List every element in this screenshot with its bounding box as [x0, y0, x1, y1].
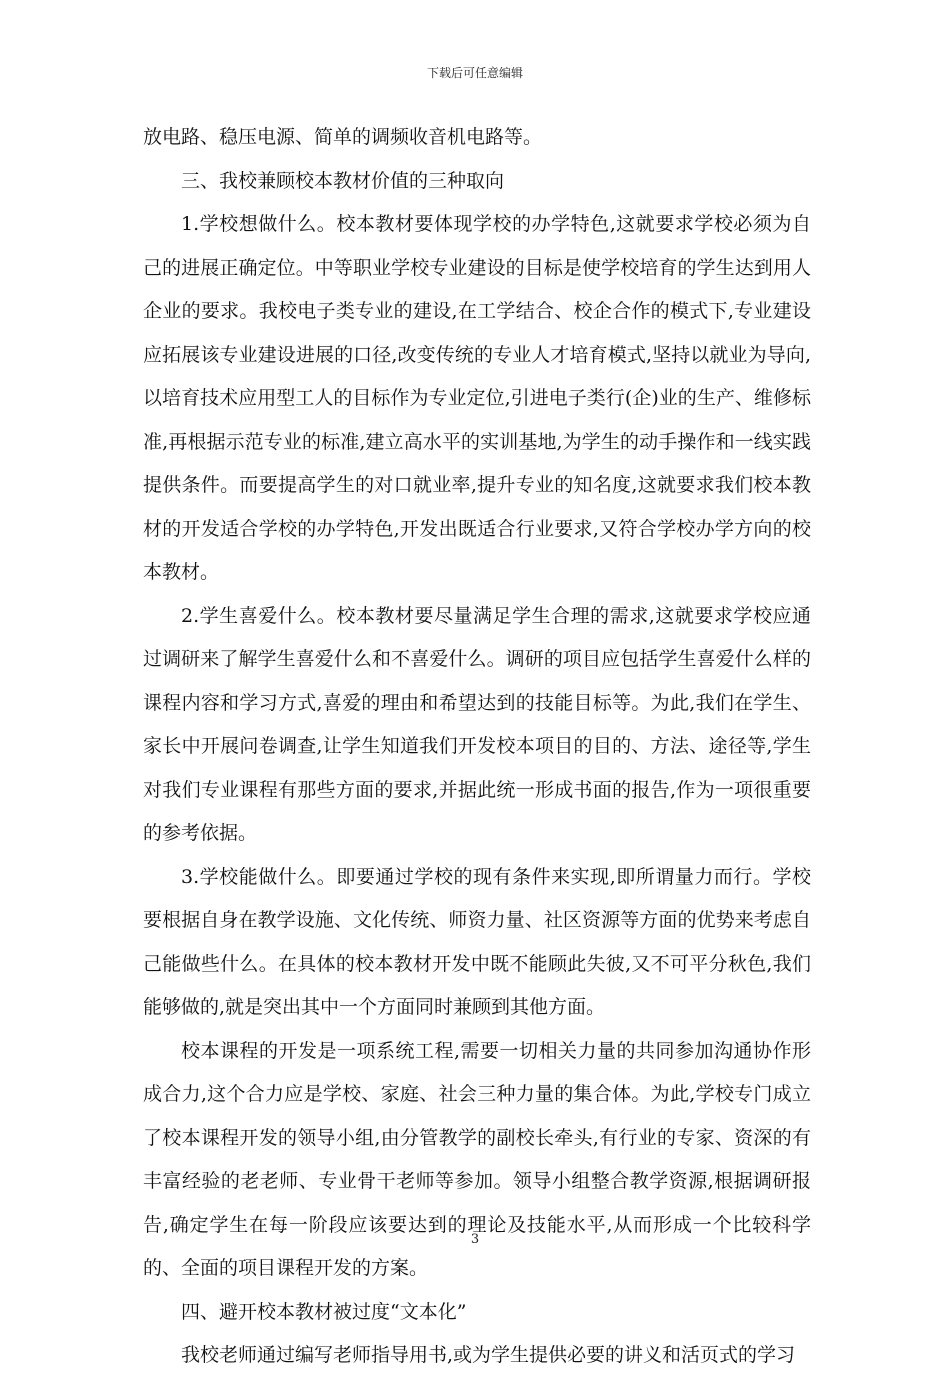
paragraph: 1.学校想做什么。校本教材要体现学校的办学特色,这就要求学校必须为自己的进展正确定位。中等职业学校专业建设的目标是使学校培育的学生达到用人企业的要求。我校电子类专业的建设,在工学结合、校企合作的模式下,专业建设应拓展该专业建设进展的口径,改变传统的专业人才培育模式,坚持以就业为导向,以培育技术应用型工人的目标作为专业定位,引进电子类行(企)业的生产、维修标准,再根据示范专业的标准,建立高水平的实训基地,为学生的动手操作和一线实践提供条件。而要提高学生的对口就业率,提升专业的知名度,这就要求我们校本教材的开发适合学校的办学特色,开发出既适合行业要求,又符合学校办学方向的校本教材。	[143, 213, 811, 583]
paragraph: 2.学生喜爱什么。校本教材要尽量满足学生合理的需求,这就要求学校应通过调研来了解学生喜爱什么和不喜爱什么。调研的项目应包括学生喜爱什么样的课程内容和学习方式,喜爱的理由和希望达到的技能目标等。为此,我们在学生、家长中开展问卷调查,让学生知道我们开发校本项目的目的、方法、途径等,学生对我们专业课程有那些方面的要求,并据此统一形成书面的报告,作为一项很重要的参考依据。	[143, 604, 811, 844]
paragraph: 校本课程的开发是一项系统工程,需要一切相关力量的共同参加沟通协作形成合力,这个合力应是学校、家庭、社会三种力量的集合体。为此,学校专门成立了校本课程开发的领导小组,由分管教学的副校长牵头,有行业的专家、资深的有丰富经验的老老师、专业骨干老师等参加。领导小组整合教学资源,根据调研报告,确定学生在每一阶段应该要达到的理论及技能水平,从而形成一个比较科学的、全面的项目课程开发的方案。	[143, 1039, 811, 1279]
page-number: 3	[470, 1232, 480, 1247]
section-heading: 四、避开校本教材被过度“文本化”	[181, 1300, 467, 1323]
document-body	[143, 116, 811, 1378]
paragraph: 放电路、稳压电源、简单的调频收音机电路等。	[143, 126, 543, 148]
page-header: 下载后可任意编辑	[426, 66, 523, 80]
section-heading: 三、我校兼顾校本教材价值的三种取向	[181, 169, 505, 192]
paragraph: 3.学校能做什么。即要通过学校的现有条件来实现,即所谓量力而行。学校要根据自身在教学设施、文化传统、师资力量、社区资源等方面的优势来考虑自己能做些什么。在具体的校本教材开发中既不能顾此失彼,又不可平分秋色,我们能够做的,就是突出其中一个方面同时兼顾到其他方面。	[143, 865, 811, 1018]
paragraph: 我校老师通过编写老师指导用书,或为学生提供必要的讲义和活页式的学习	[181, 1344, 796, 1366]
